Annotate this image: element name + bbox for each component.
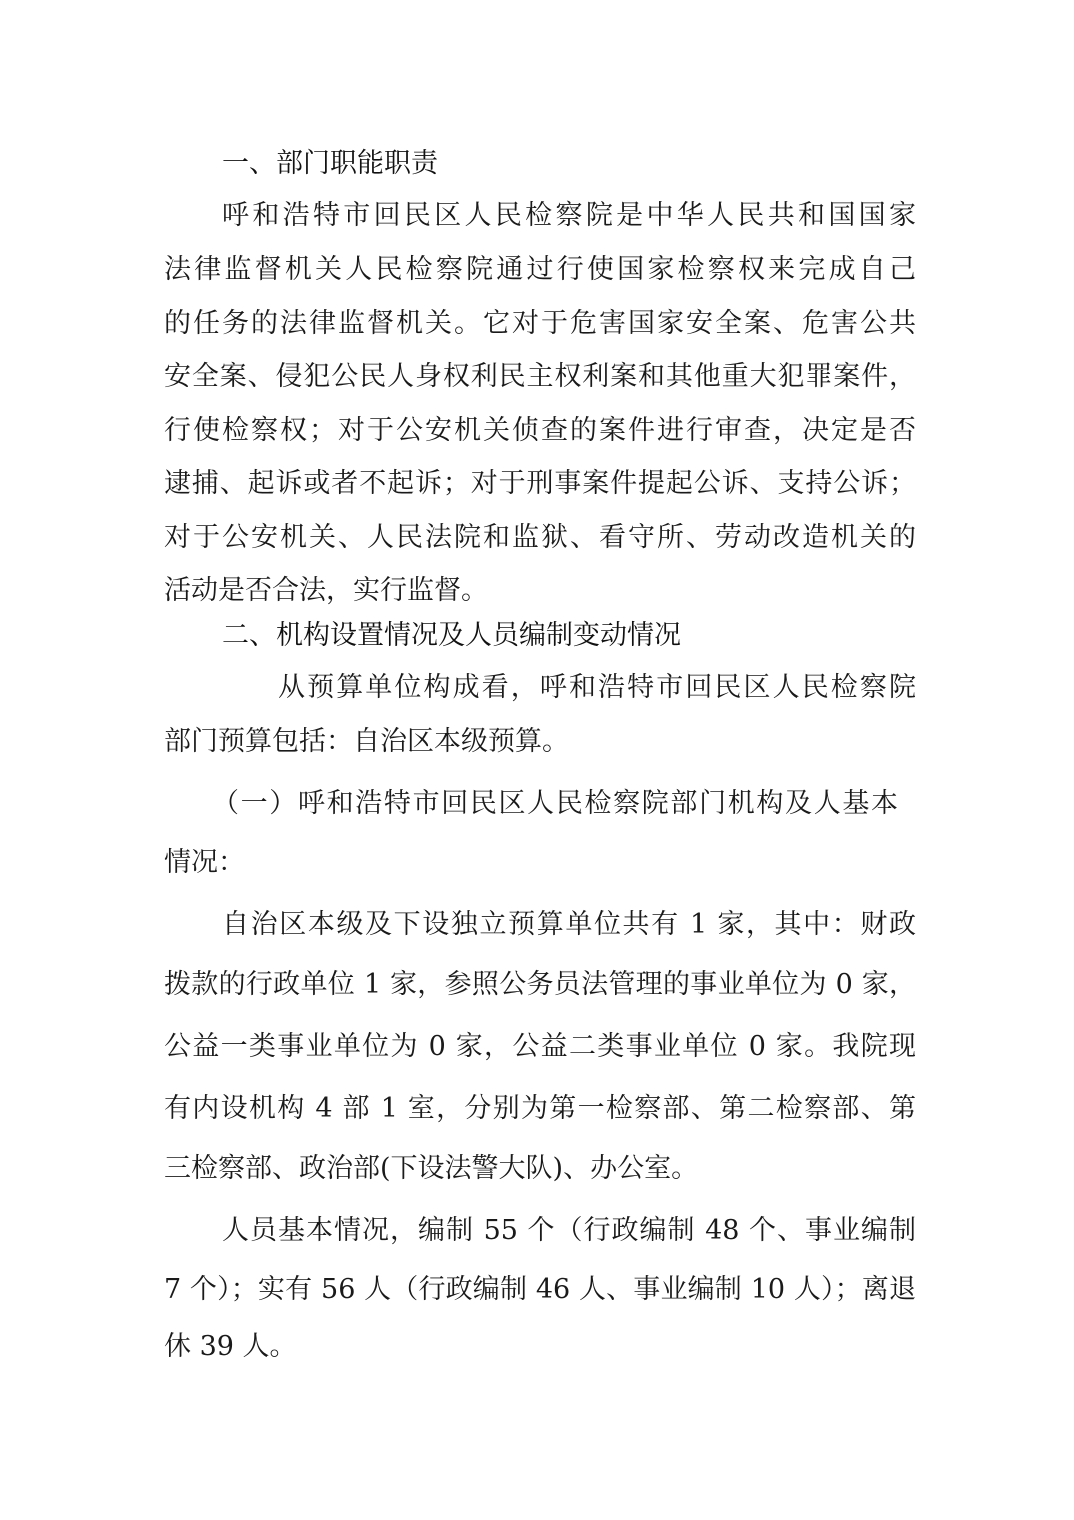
subsection-heading-line: 情况： — [164, 847, 245, 878]
paragraph-line: 7 个）；实有 56 人（行政编制 46 人、事业编制 10 人）；离退 — [164, 1274, 916, 1305]
paragraph-line: 部门预算包括：自治区本级预算。 — [164, 726, 569, 757]
paragraph-line: 人员基本情况，编制 55 个（行政编制 48 个、事业编制 — [222, 1215, 916, 1246]
paragraph-line: 活动是否合法，实行监督。 — [164, 575, 488, 606]
section-heading-organization: 二、机构设置情况及人员编制变动情况 — [222, 620, 681, 651]
paragraph-line: 从预算单位构成看，呼和浩特市回民区人民检察院 — [278, 672, 916, 703]
paragraph-line: 逮捕、起诉或者不起诉；对于刑事案件提起公诉、支持公诉； — [164, 468, 916, 499]
paragraph-line: 呼和浩特市回民区人民检察院是中华人民共和国国家 — [222, 200, 916, 231]
paragraph-line: 有内设机构 4 部 1 室，分别为第一检察部、第二检察部、第 — [164, 1093, 916, 1124]
paragraph-line: 安全案、侵犯公民人身权利民主权利案和其他重大犯罪案件， — [164, 361, 916, 392]
paragraph-line: 对于公安机关、人民法院和监狱、看守所、劳动改造机关的 — [164, 522, 916, 553]
subsection-heading-line: （一）呼和浩特市回民区人民检察院部门机构及人基本 — [212, 788, 898, 819]
paragraph-line: 行使检察权；对于公安机关侦查的案件进行审查，决定是否 — [164, 415, 916, 446]
paragraph-line: 休 39 人。 — [164, 1331, 297, 1362]
paragraph-line: 三检察部、政治部(下设法警大队)、办公室。 — [164, 1153, 699, 1184]
paragraph-line: 拨款的行政单位 1 家，参照公务员法管理的事业单位为 0 家， — [164, 969, 916, 1000]
paragraph-line: 法律监督机关人民检察院通过行使国家检察权来完成自己 — [164, 254, 916, 285]
paragraph-line: 的任务的法律监督机关。它对于危害国家安全案、危害公共 — [164, 308, 916, 339]
paragraph-line: 自治区本级及下设独立预算单位共有 1 家，其中：财政 — [222, 909, 916, 940]
paragraph-line: 公益一类事业单位为 0 家，公益二类事业单位 0 家。我院现 — [164, 1031, 916, 1062]
section-heading-duties: 一、部门职能职责 — [222, 148, 438, 179]
